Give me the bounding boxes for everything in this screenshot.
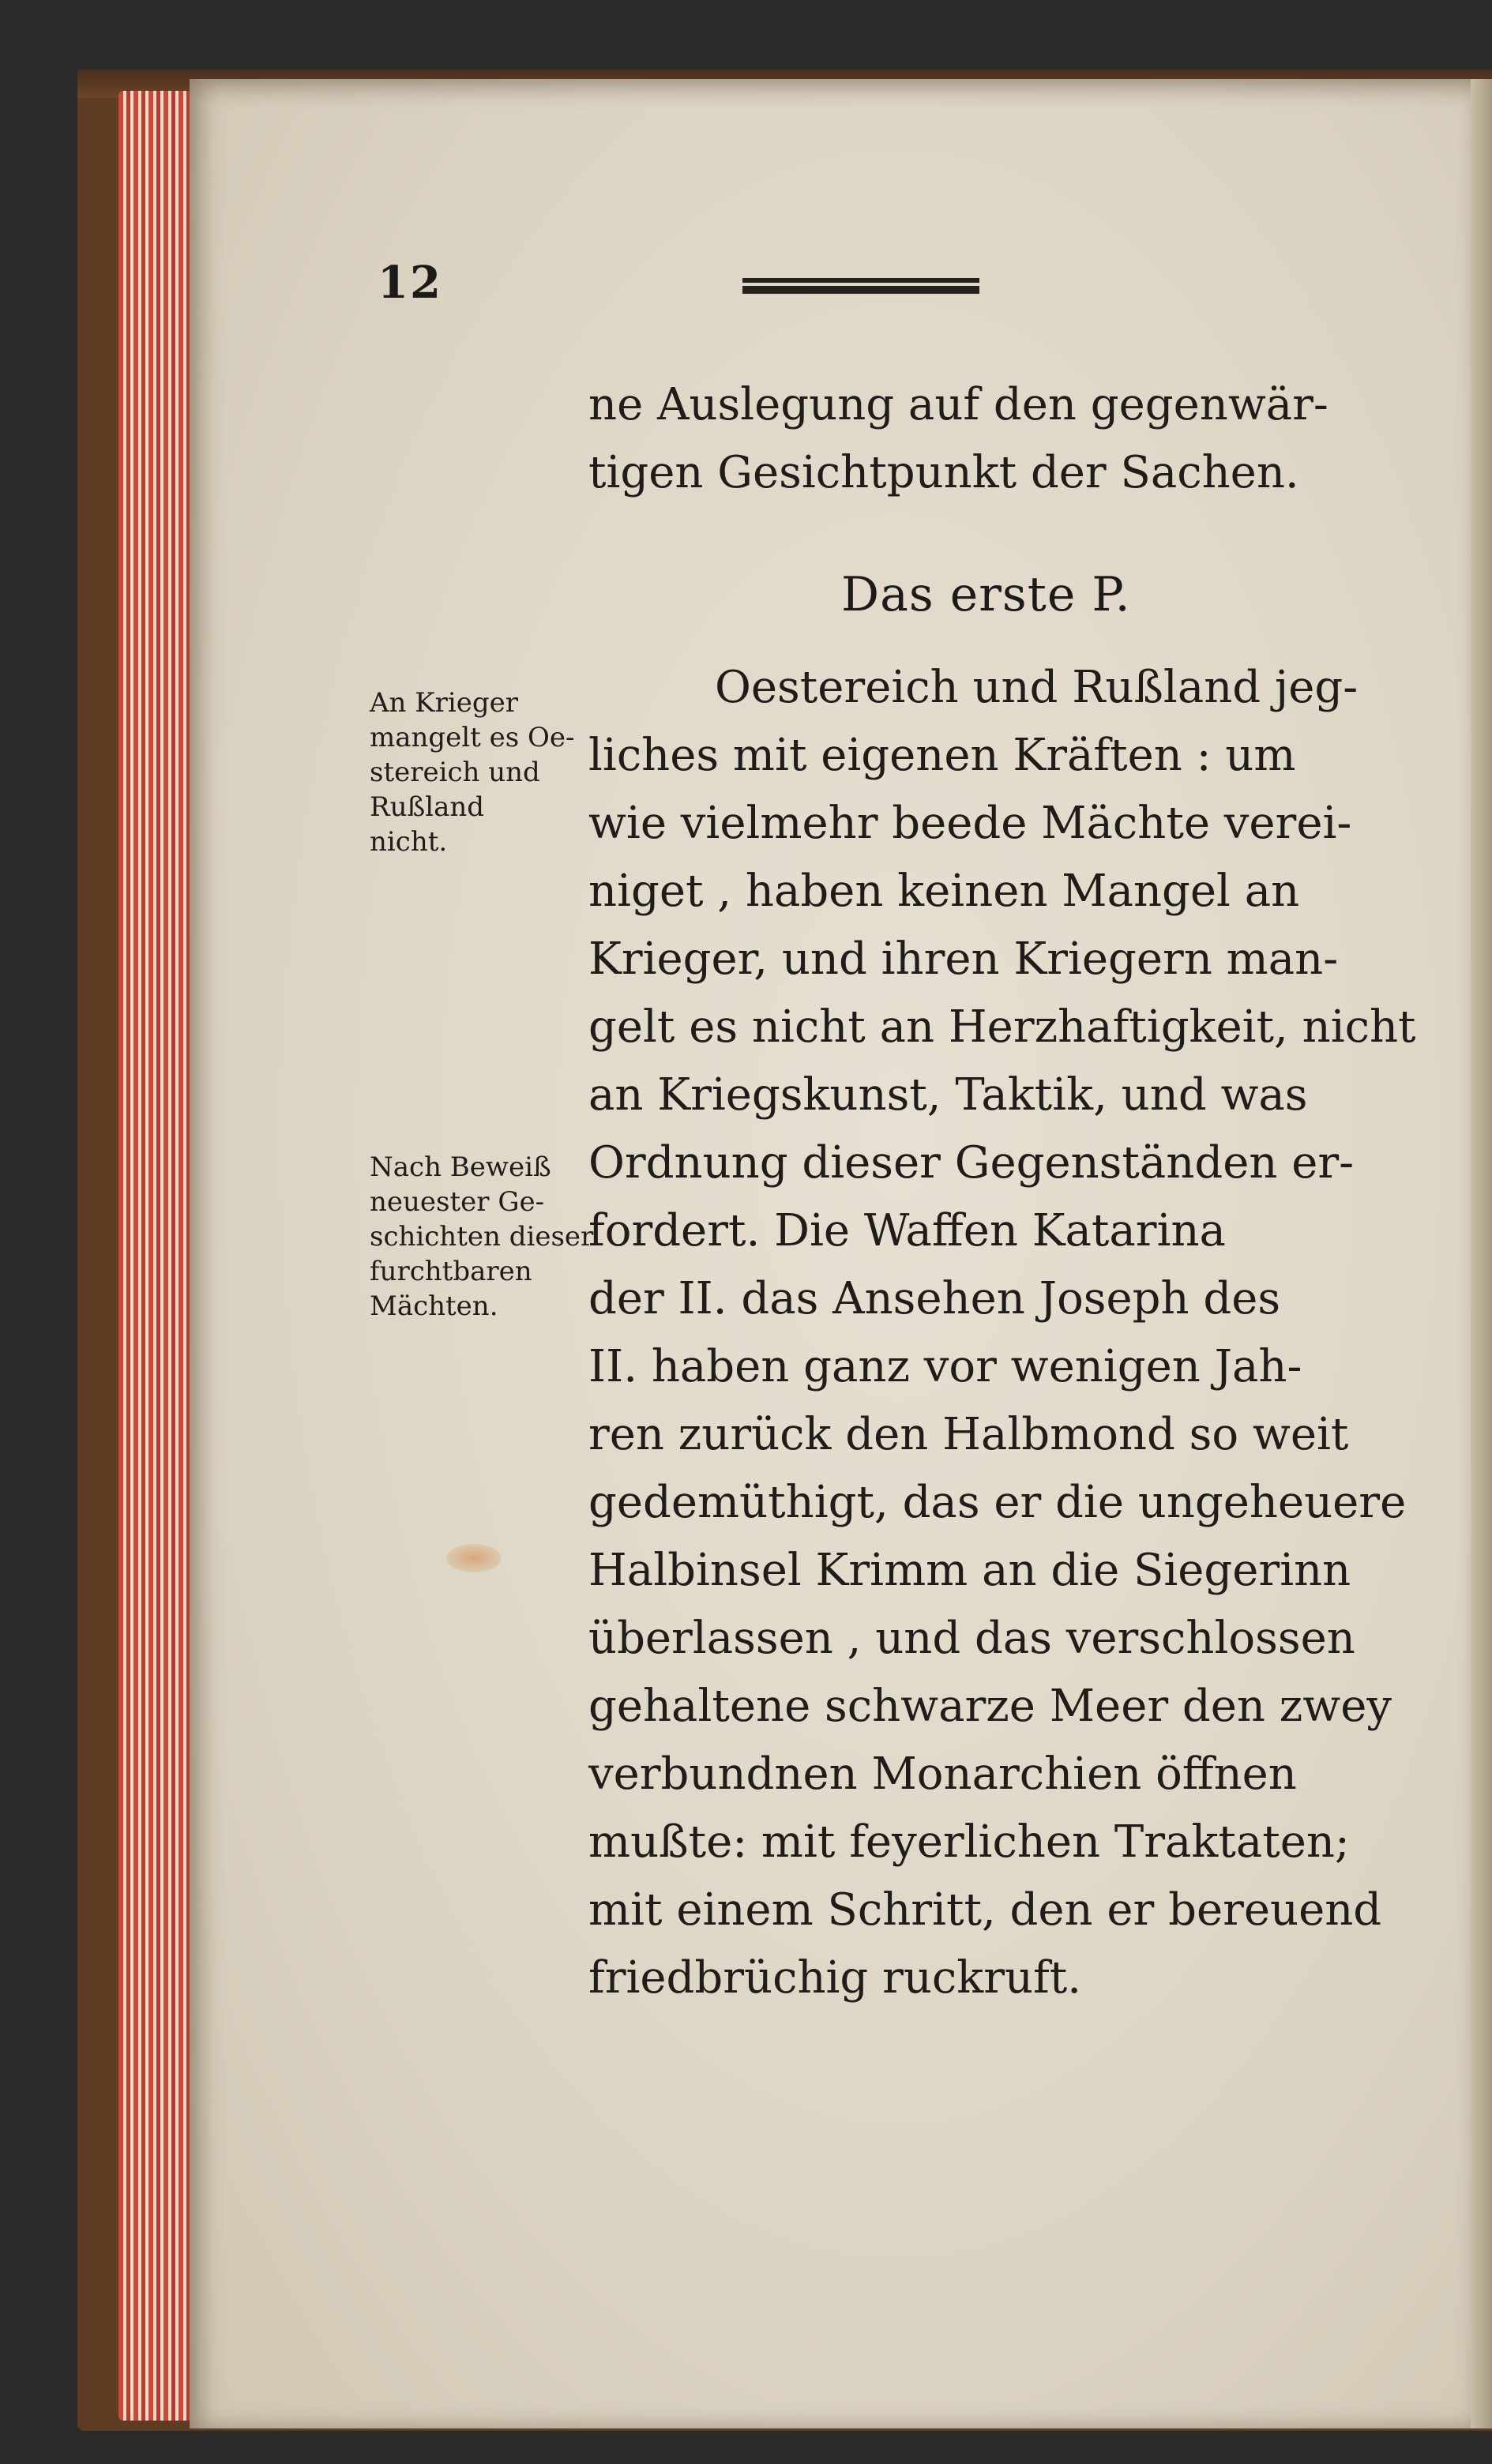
text-line: ne Auslegung auf den gegenwär-: [588, 379, 1329, 430]
text-line: wie vielmehr beede Mächte verei-: [588, 798, 1352, 849]
text-line: an Kriegskunst, Taktik, und was: [588, 1069, 1308, 1121]
text-line: mußte: mit feyerlichen Traktaten;: [588, 1816, 1350, 1868]
margin-note: [370, 685, 607, 859]
text-line: Krieger, und ihren Kriegern man-: [588, 933, 1339, 985]
margin-note-line: mangelt es Oe-: [370, 722, 575, 753]
text-line: gehaltene schwarze Meer den zwey: [588, 1681, 1392, 1732]
margin-note-line: Rußland: [370, 791, 485, 823]
text-line: fordert. Die Waffen Katarina: [588, 1205, 1226, 1256]
text-line: der II. das Ansehen Joseph des: [588, 1273, 1281, 1324]
text-line-spacer: [588, 547, 1347, 654]
text-line: Oestereich und Rußland jeg-: [715, 662, 1359, 713]
margin-note-line: furchtbaren: [370, 1256, 532, 1287]
text-line: gelt es nicht an Herzhaftigkeit, nicht: [588, 1001, 1416, 1053]
page-number: 12: [378, 257, 442, 309]
margin-note-line: schichten dieser: [370, 1221, 594, 1253]
text-line: friedbrüchig ruckruft.: [588, 1952, 1082, 2004]
section-heading: Das erste P.: [841, 567, 1131, 622]
text-line: Ordnung dieser Gegenständen er-: [588, 1137, 1355, 1189]
margin-note-line: Nach Beweiß: [370, 1151, 551, 1183]
margin-note: [370, 1150, 607, 1324]
page-stain: [446, 1544, 502, 1572]
text-line: ren zurück den Halbmond so weit: [588, 1409, 1349, 1460]
margin-note-line: An Krieger: [370, 687, 519, 719]
text-line: gedemüthigt, das er die ungeheuere: [588, 1477, 1407, 1528]
text-line: tigen Gesichtpunkt der Sachen.: [588, 447, 1299, 498]
text-line: mit einem Schritt, den er bereuend: [588, 1884, 1382, 1936]
header-rule: [742, 278, 979, 295]
text-line: Halbinsel Krimm an die Siegerinn: [588, 1545, 1351, 1596]
text-line: verbundnen Monarchien öffnen: [588, 1748, 1297, 1800]
text-line: überlassen , und das verschlossen: [588, 1613, 1355, 1664]
text-line: niget , haben keinen Mangel an: [588, 866, 1300, 917]
margin-note-line: neuester Ge-: [370, 1186, 545, 1218]
margin-note-line: nicht.: [370, 826, 448, 858]
text-line: II. haben ganz vor wenigen Jah-: [588, 1341, 1302, 1392]
margin-note-line: stereich und: [370, 757, 540, 788]
page-fold: [1471, 79, 1492, 2428]
text-line: liches mit eigenen Kräften : um: [588, 730, 1296, 781]
margin-note-line: Mächten.: [370, 1290, 498, 1322]
body-text: [588, 371, 1416, 2012]
